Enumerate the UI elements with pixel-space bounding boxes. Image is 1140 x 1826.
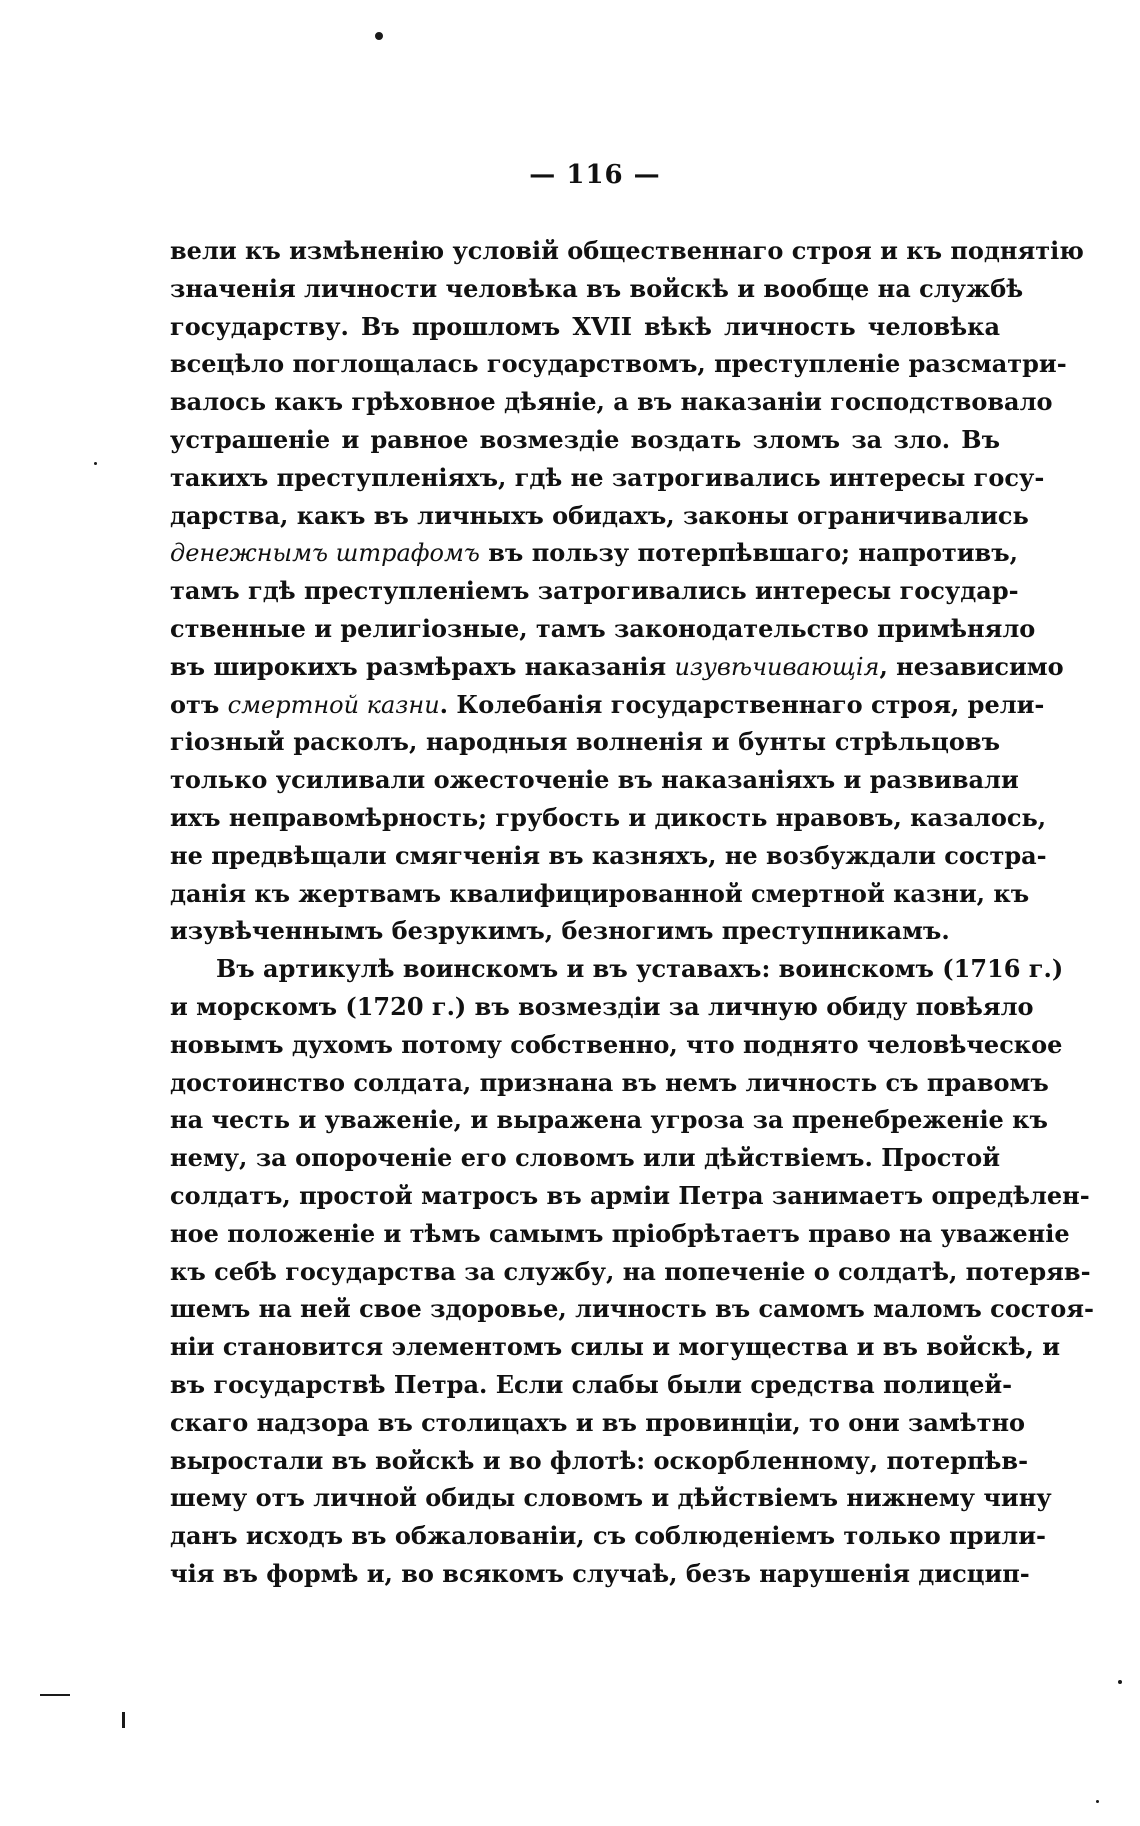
text-segment: къ себѣ государства за службу, на попеченіе о солдатѣ, потеряв- <box>170 1256 1091 1286</box>
text-segment: , независимо <box>879 651 1064 681</box>
text-line <box>170 1101 1048 1139</box>
text-segment: только усиливали ожесточеніе въ наказаніяхъ и развивали <box>170 765 1019 795</box>
text-segment: ихъ неправомѣрность; грубость и дикость нравовъ, казалось, <box>170 802 1047 832</box>
text-line <box>170 610 1036 648</box>
text-segment: вели къ измѣненію условій общественнаго строя и къ поднятію <box>170 236 1084 265</box>
text-line <box>170 345 1067 383</box>
italic-phrase: денежнымъ штрафомъ <box>170 539 480 568</box>
text-segment: такихъ преступленіяхъ, гдѣ не затрогивались интересы госу- <box>170 462 1045 492</box>
text-segment: ственные и религіозные, тамъ законодательство примѣняло <box>170 613 1036 643</box>
text-segment: новымъ духомъ потому собственно, что поднято человѣческое <box>170 1029 1063 1059</box>
italic-phrase: смертной казни <box>227 690 440 719</box>
text-line <box>170 761 1019 799</box>
text-line <box>170 875 1030 913</box>
text-segment: данія къ жертвамъ квалифицированной смертной казни, къ <box>170 878 1030 908</box>
text-segment: изувѣченнымъ безрукимъ, безногимъ преступникамъ. <box>170 916 950 946</box>
text-line <box>170 497 1029 535</box>
text-segment: государству. Въ прошломъ XVII вѣкѣ личность человѣка <box>170 311 1000 341</box>
text-line <box>170 837 1047 875</box>
text-segment: чія въ формѣ и, во всякомъ случаѣ, безъ нарушенія дисцип- <box>170 1558 1030 1588</box>
scan-speck <box>1096 1800 1099 1803</box>
text-line <box>170 1253 1091 1291</box>
text-segment: достоинство солдата, признана въ немъ личность съ правомъ <box>170 1067 1049 1097</box>
text-segment: дарства, какъ въ личныхъ обидахъ, законы ограничивались <box>170 500 1029 530</box>
text-line <box>170 534 1018 572</box>
text-line <box>170 1517 1046 1555</box>
text-line <box>170 1479 1052 1517</box>
text-segment: скаго надзора въ столицахъ и въ провинціи, то они замѣтно <box>170 1407 1026 1437</box>
text-segment: тамъ гдѣ преступленіемъ затрогивались интересы государ- <box>170 576 1019 606</box>
text-segment: солдатъ, простой матросъ въ арміи Петра занимаетъ опредѣлен- <box>170 1180 1090 1210</box>
text-line <box>170 723 1000 761</box>
text-segment: всецѣло поглощалась государствомъ, преступленіе разсматри- <box>170 349 1067 379</box>
text-segment: отъ <box>170 689 228 719</box>
text-segment: въ государствѣ Петра. Если слабы были средства полицей- <box>170 1369 1013 1399</box>
text-line <box>170 572 1019 610</box>
scan-speck <box>122 1712 125 1728</box>
text-line <box>170 1290 1094 1328</box>
text-line <box>170 459 1045 497</box>
text-segment: ное положеніе и тѣмъ самымъ пріобрѣтаетъ право на уваженіе <box>170 1218 1070 1248</box>
scan-speck <box>375 32 383 40</box>
text-segment: на честь и уваженіе, и выражена угроза за пренебреженіе къ <box>170 1105 1048 1135</box>
scan-speck <box>40 1694 70 1696</box>
text-line <box>170 308 1000 346</box>
text-line <box>170 1404 1026 1442</box>
text-segment: шему отъ личной обиды словомъ и дѣйствіемъ нижнему чину <box>170 1483 1052 1513</box>
text-segment: ніи становится элементомъ силы и могущества и въ войскѣ, и <box>170 1332 1061 1362</box>
text-segment: и морскомъ (1720 г.) въ возмездіи за личную обиду повѣяло <box>170 991 1034 1021</box>
text-segment: валось какъ грѣховное дѣяніе, а въ наказаніи господствовало <box>170 387 1053 417</box>
page-number: — 116 — <box>529 160 661 190</box>
text-segment: значенія личности человѣка въ войскѣ и вообще на службѣ <box>170 273 1024 303</box>
text-line <box>170 1064 1049 1102</box>
text-line <box>170 912 1000 950</box>
text-line <box>170 1366 1013 1404</box>
text-segment: устрашеніе и равное возмездіе воздать зломъ за зло. Въ <box>170 424 1000 454</box>
body-text <box>170 232 1094 1593</box>
text-line <box>170 421 1000 459</box>
scan-speck <box>94 462 97 465</box>
text-segment: въ широкихъ размѣрахъ наказанія <box>170 651 675 681</box>
text-line <box>170 950 1064 988</box>
text-segment: . Колебанія государственнаго строя, рели- <box>439 689 1045 719</box>
text-segment: нему, за опороченіе его словомъ или дѣйствіемъ. Простой <box>170 1143 1000 1173</box>
text-line <box>170 1555 1030 1593</box>
text-line <box>170 1139 1000 1177</box>
text-line <box>170 988 1034 1026</box>
text-line <box>170 799 1047 837</box>
text-line <box>170 686 1045 724</box>
text-segment: шемъ на ней свое здоровье, личность въ самомъ маломъ состоя- <box>170 1294 1094 1324</box>
text-line <box>170 648 1064 686</box>
scan-speck <box>1118 1680 1122 1684</box>
text-segment: выростали въ войскѣ и во флотѣ: оскорбленному, потерпѣв- <box>170 1445 1029 1475</box>
text-line <box>170 232 1084 270</box>
text-segment: данъ исходъ въ обжалованіи, съ соблюденіемъ только прили- <box>170 1521 1046 1551</box>
text-segment: Въ артикулѣ воинскомъ и въ уставахъ: воинскомъ (1716 г.) <box>216 954 1064 984</box>
text-line <box>170 1328 1061 1366</box>
text-line <box>170 383 1053 421</box>
text-line <box>170 1177 1090 1215</box>
text-segment: гіозный расколъ, народныя волненія и бунты стрѣльцовъ <box>170 727 1000 757</box>
text-line <box>170 270 1024 308</box>
text-segment: въ пользу потерпѣвшаго; напротивъ, <box>479 538 1018 568</box>
text-line <box>170 1442 1029 1480</box>
text-line <box>170 1215 1070 1253</box>
italic-phrase: изувѣчивающія <box>674 652 880 681</box>
text-segment: не предвѣщали смягченія въ казняхъ, не возбуждали состра- <box>170 840 1047 870</box>
text-line <box>170 1026 1063 1064</box>
